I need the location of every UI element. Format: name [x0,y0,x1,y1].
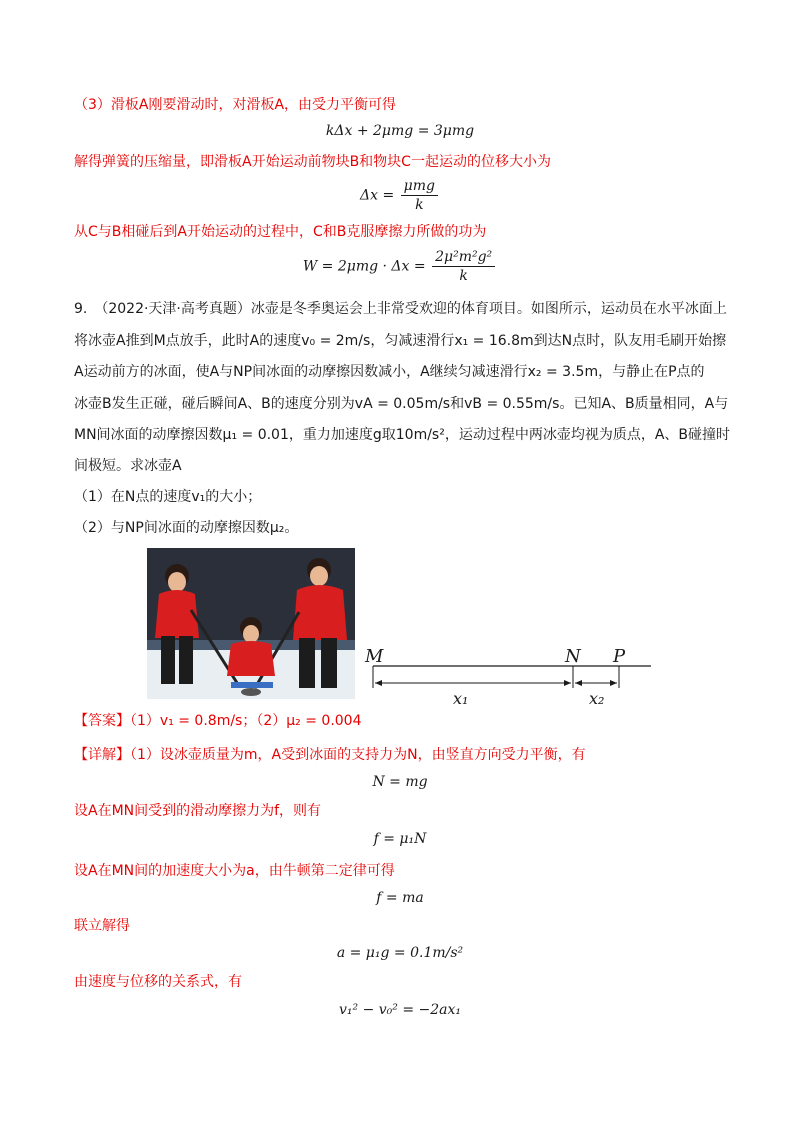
problem9-line-5: MN间冰面的动摩擦因数μ₁ = 0.01，重力加速度g取10m/s²，运动过程中两冰壶均视为质点，A、B碰撞时 [74,427,731,443]
x2-arrow-right [610,680,617,686]
detail-equation-1: N = mg [372,774,428,790]
problem9-line-6: 间极短。求冰壶A [74,458,182,474]
problem9-question-1: （1）在N点的速度v₁的大小； [74,489,262,505]
label-x1: x₁ [453,689,469,708]
detail-line-4: 联立解得 [74,918,130,934]
problem9-line-1: 9. （2022·天津·高考真题）冰壶是冬季奥运会上非常受欢迎的体育项目。如图所示，运动员在水平冰面上 [74,301,727,317]
detail-line-2: 设A在MN间受到的滑动摩擦力为f，则有 [74,803,322,819]
problem9-line-3: A运动前方的冰面，使A与NP间冰面的动摩擦因数减小，A继续匀减速滑行x₂ = 3.5m，与静止在P点的 [74,364,705,380]
curling-photo-illustration [147,548,355,699]
x1-arrow-left [375,680,382,686]
part3-text-3: 从C与B相碰后到A开始运动的过程中，C和B克服摩擦力所做的功为 [74,224,487,240]
label-x2: x₂ [589,689,605,708]
problem9-question-2: （2）与NP间冰面的动摩擦因数μ₂。 [74,520,299,536]
detail-line-1: 【详解】（1）设冰壶质量为m，A受到冰面的支持力为N，由竖直方向受力平衡，有 [74,747,586,763]
answer-line: 【答案】（1）v₁ = 0.8m/s；（2）μ₂ = 0.004 [74,713,362,729]
problem9-line-2: 将冰壶A推到M点放手，此时A的速度v₀ = 2m/s，匀减速滑行x₁ = 16.8m到达N点时，队友用毛刷开始擦 [74,333,727,349]
part3-equation-2: Δx = $\frac{\text{μmg}}{k}$ [0,177,800,214]
detail-equation-4: a = μ₁g = 0.1m/s² [336,945,464,961]
label-p: P [613,646,626,667]
part3-text-2: 解得弹簧的压缩量，即滑板A开始运动前物块B和物块C一起运动的位移大小为 [74,154,551,170]
problem9-line-4: 冰壶B发生正碰，碰后瞬间A、B的速度分别为vA = 0.05m/s和vB = 0.55m/s。已知A、B质量相同，A与 [74,396,729,412]
x2-arrow-left [575,680,582,686]
part3-equation-3: W = 2μmg · Δx = $\frac{\text{2μ²m²g²}}{k}$ [0,248,800,285]
detail-line-5: 由速度与位移的关系式，有 [74,974,242,990]
detail-line-3: 设A在MN间的加速度大小为a，由牛顿第二定律可得 [74,863,395,879]
detail-equation-2: f = μ₁N [373,831,427,847]
detail-equation-3: f = ma [376,890,424,906]
motion-diagram [355,640,665,715]
label-n: N [565,646,581,667]
part3-equation-1: kΔx + 2μmg = 3μmg [325,123,475,139]
detail-equation-5: v₁² − v₀² = −2ax₁ [338,1002,462,1018]
curling-photo [147,548,355,699]
x1-arrow-right [564,680,571,686]
label-m: M [365,646,384,667]
part3-intro: （3）滑板A刚要滑动时，对滑板A，由受力平衡可得 [74,97,397,113]
